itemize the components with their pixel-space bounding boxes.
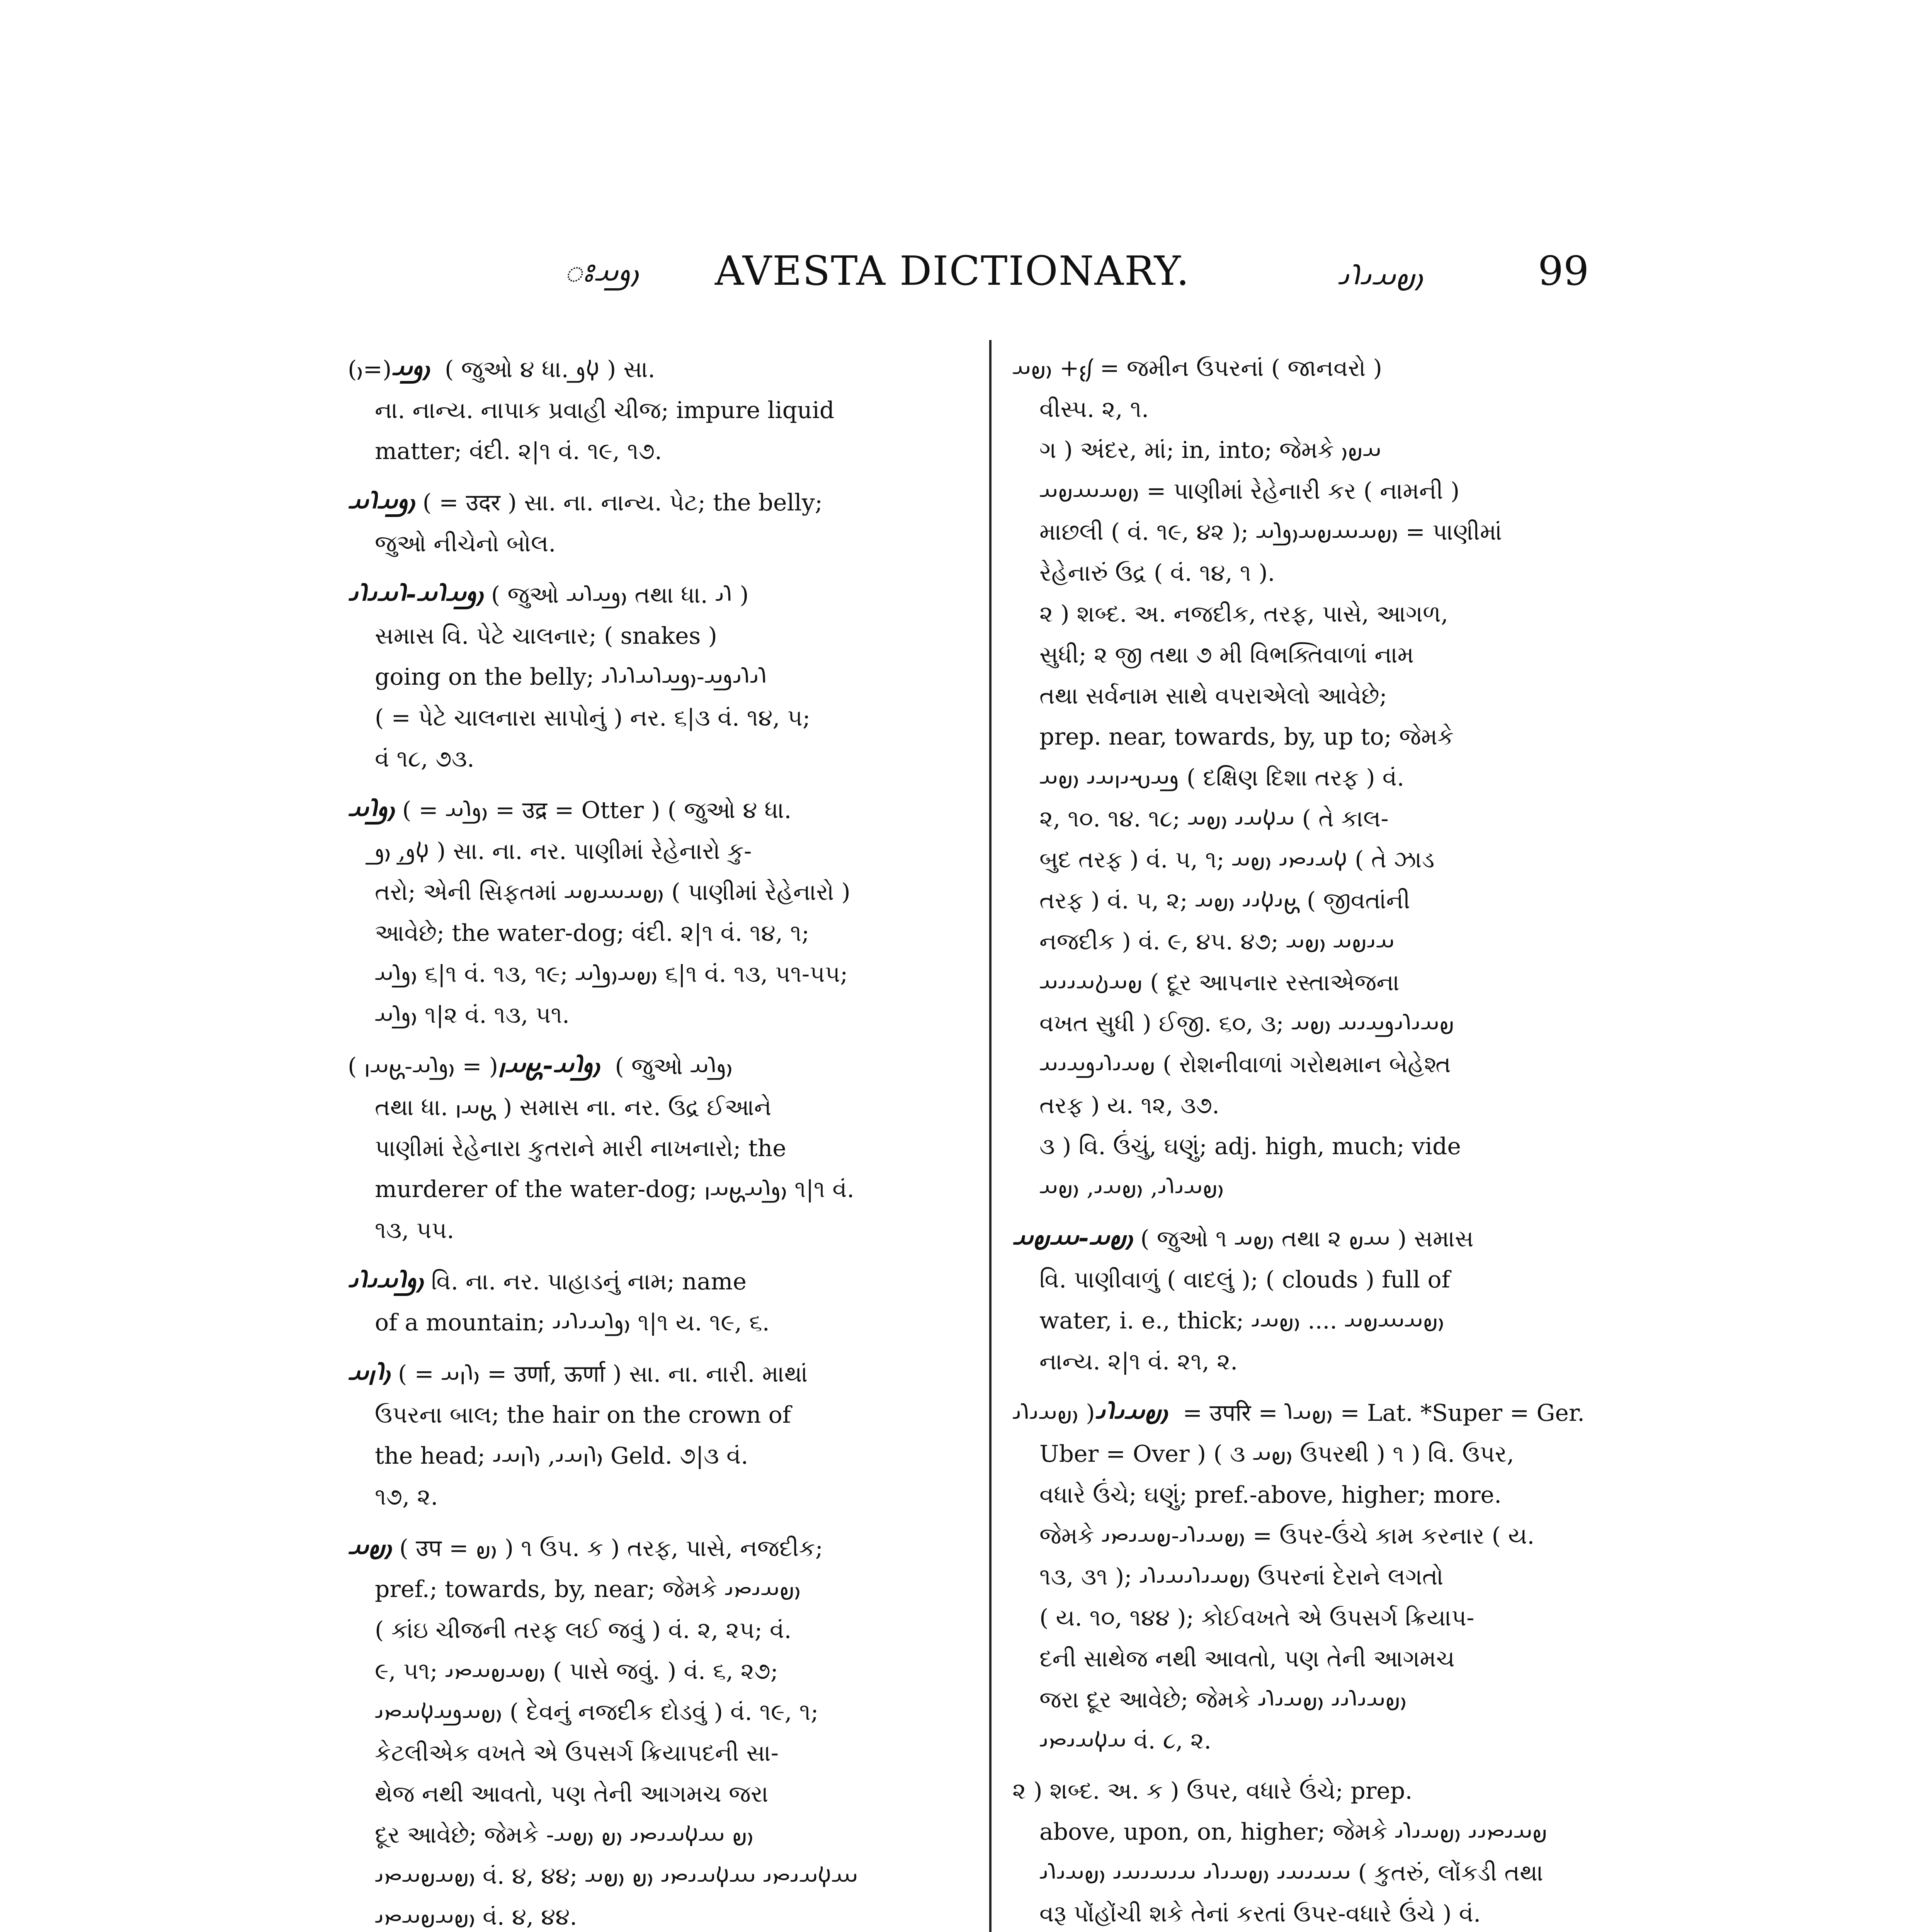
entry-line [1012,430,1615,471]
entry-line [348,1210,951,1251]
entry-headword: 𐬎𐬞𐬀𐬌𐬭𐬌 [1095,1397,1168,1427]
entry-line [348,1260,951,1302]
entry-text: રેહેનારું ઉદ્ર ( વં. ૧૪, ૧ ). [1039,560,1275,587]
entry-text: ( = પેટે ચાલનારા સાપોનું ) નર. ૬|૩ વં. ૧૪, ૫; [375,704,811,731]
dictionary-entry [1012,1217,1615,1382]
entry-text: સુધી; ૨ જી તથા ૭ મી વિભક્તિવાળાં નામ [1039,641,1414,668]
entry-line [348,1435,951,1476]
entry-text: તરફ ) વં. ૫, ૨; 𐬘𐬌𐬬𐬌𐬌 𐬎𐬞𐬀 ( જીવતાંની [1039,887,1410,914]
entry-text: ( કાંઇ ચીજની તરફ લઈ જવું ) વં. ૨, ૨૫; વં. [375,1617,792,1644]
entry-text: સમાસ વિ. પેટે ચાલનાર; ( snakes ) [375,622,717,650]
entry-text: જુઓ નીચેનો બોલ. [375,530,556,557]
entry-line [1012,634,1615,675]
entry-text: 𐬎𐬛𐬭𐬀 ૬|૧ વં. ૧૩, ૧૯; 𐬎𐬞𐬀𐬎𐬛𐬭𐬀 ૬|૧ વં. ૧૩, ૫૧-૫૫; [375,961,848,988]
entry-line [348,995,951,1036]
dictionary-entry [348,1352,951,1517]
dictionary-entry [348,348,951,472]
entry-line [1012,1597,1615,1638]
entry-line [348,1569,951,1610]
entry-headword: 𐬎𐬛𐬀𐬭𐬀-𐬭𐬀𐬌𐬭𐬌 [348,579,483,609]
entry-line [1012,1638,1615,1679]
entry-text: ના. નાન્ય. નાપાક પ્રવાહી ચીજ; impure liquid [375,397,835,424]
entry-text: 𐬛𐬀𐬱𐬌𐬥𐬀𐬌 𐬎𐬞𐬀 ( દક્ષિણ દિશા તરફ ) વં. [1039,764,1405,791]
entry-text: જરા દૂર આવેછે; જેમકે 𐬎𐬞𐬀𐬌𐬭𐬌𐬌 𐬎𐬞𐬀𐬌𐬭𐬌 [1039,1686,1407,1713]
entry-line [1012,1434,1615,1475]
dictionary-entry [1012,1770,1615,1932]
dictionary-entry [348,1045,951,1251]
entry-line [348,573,951,616]
entry-text: પાણીમાં રેહેનારા કુતરાને મારી નાખનારો; the [375,1135,786,1162]
entry-text: murderer of the water-dog; 𐬎𐬛𐬭𐬀𐬘𐬀𐬥 ૧|૧ વં. [375,1176,854,1203]
entry-text: 𐬎𐬞𐬀𐬁𐬞𐬀 = પાણીમાં રેહેનારી કર ( નામની ) [1039,478,1460,505]
entry-line [348,1815,951,1855]
dictionary-entry [1012,1391,1615,1761]
entry-line [1012,389,1615,430]
entry-text: ૯, ૫૧; 𐬎𐬞𐬀𐬞𐬀𐬙𐬌 ( પાસે જવું. ) વં. ૬, ૨૭; [375,1658,778,1685]
entry-line [1012,1167,1615,1208]
entry-line [348,1733,951,1774]
entry-line [348,1128,951,1169]
entry-headword: 𐬎𐬭𐬥𐬀 [348,1358,391,1388]
entry-text: ૩ ) વિ. ઉંચું, ઘણું; adj. high, much; vide [1039,1133,1461,1160]
entry-line [348,913,951,954]
dictionary-entry [348,481,951,564]
entry-line [1012,512,1615,553]
entry-text: 𐬰𐬆+ 𐬎𐬞𐬀 = જમીન ઉપરનાં ( જાનવરો ) [1012,355,1382,382]
entry-line [1012,1811,1615,1852]
entry-text: ગ ) અંદર, માં; in, into; જેમકે 𐬀𐬞𐬎 [1039,437,1381,464]
entry-line [348,656,951,697]
entry-text: ( ય. ૧૦, ૧૪૪ ); કોઈવખતે એ ઉપસર્ગ ક્રિયાપ- [1039,1604,1475,1631]
entry-text: ૧૩, ૫૫. [375,1217,454,1244]
entry-line [348,1087,951,1128]
entry-line [348,1527,951,1569]
dictionary-entry [348,1260,951,1343]
entry-headword: 𐬎𐬛𐬀𐬭𐬀 [348,486,415,517]
entry-line [348,390,951,431]
entry-text: going on the belly; 𐬭𐬌𐬭𐬌𐬛𐬀-𐬎𐬛𐬀𐬭𐬀𐬭𐬌𐬭𐬌 [375,663,767,690]
page-title: AVESTA DICTIONARY. [715,247,1190,294]
entry-line [1012,1475,1615,1515]
entry-headword: 𐬎𐬞𐬀 [348,1532,392,1562]
entry-line [1012,1852,1615,1893]
entry-text: matter; વંદી. ૨|૧ વં. ૧૯, ૧૭. [375,438,662,465]
entry-text: ૧૩, ૩૧ ); 𐬎𐬞𐬀𐬌𐬭𐬌𐬀𐬌𐬭𐬌 ઉપરનાં દેરાને લગતો [1039,1563,1444,1590]
entry-text: ૨, ૧૦. ૧૪. ૧૮; 𐬀𐬬𐬀𐬌 𐬎𐬞𐬀 ( તે કાલ- [1039,805,1389,832]
right-column [1012,348,1615,1932]
entry-text: વધારે ઉંચે; ઘણું; pref.-above, higher; more. [1039,1481,1502,1509]
entry-text: તરફ ) ય. ૧૨, ૩૭. [1039,1092,1219,1119]
entry-headword: 𐬎𐬛𐬀 [391,353,430,383]
entry-line [348,831,951,872]
entry-line [1012,1003,1615,1044]
entry-text: ( = 𐬎𐬛𐬭𐬀-𐬘𐬀𐬥 ) ( જુઓ 𐬎𐬛𐬭𐬀 [348,1053,733,1080]
entry-line [348,1352,951,1395]
entry-line [1012,1556,1615,1597]
entry-line [1012,798,1615,839]
entry-text: ( જુઓ 𐬎𐬛𐬀𐬭𐬀 તથા ધા. 𐬭𐬌 ) [491,582,749,609]
entry-text: વં ૧૮, ૭૩. [375,745,474,772]
entry-text: તરો; એની સિફતમાં 𐬎𐬞𐬀𐬁𐬞𐬀 ( પાણીમાં રેહેનારો ) [375,879,850,906]
entry-line [1012,594,1615,634]
entry-line [348,789,951,831]
entry-text: તથા સર્વનામ સાથે વપરાએલો આવેછે; [1039,682,1387,709]
entry-line [1012,1217,1615,1259]
entry-line [1012,1893,1615,1932]
entry-text: ૨ ) શબ્દ. અ. નજદીક, તરફ, પાસે, આગળ, [1039,600,1448,628]
entry-text: 𐬎𐬛𐬭𐬀 ૧|૨ વં. ૧૩, ૫૧. [375,1002,570,1029]
entry-line [348,481,951,523]
running-headword-right: 𐬎𐬞𐬀𐬌𐬭𐬌 [1337,260,1423,294]
entry-line [348,1896,951,1932]
entry-text: 𐬞𐬀𐬚𐬀𐬌𐬌𐬀 ( દૂર આપનાર રસ્તાએજના [1039,969,1400,996]
entry-line [1012,1300,1615,1341]
running-headword-left: ꢁ𐬎𐬛𐬀 [564,256,639,291]
entry-line [1012,962,1615,1003]
entry-headword: 𐬎𐬛𐬭𐬀 [348,794,395,824]
dictionary-entry [348,1527,951,1932]
entry-text: તથા ધા. 𐬘𐬀𐬥 ) સમાસ ના. નર. ઉદ્ર ઈઆને [375,1094,772,1121]
entry-line [1012,471,1615,512]
dictionary-entry [348,573,951,779]
entry-text: વીસ્પ. ૨, ૧. [1039,396,1149,423]
entry-text: of a mountain; 𐬎𐬛𐬭𐬀𐬌𐬭𐬌𐬌 ૧|૧ ય. ૧૯, ૬. [375,1309,770,1336]
entry-text: 𐬎𐬞𐬀𐬞𐬀𐬙𐬌 વં. ૪, ૪૪; 𐬁𐬬𐬀𐬌𐬙𐬌 𐬁𐬬𐬀𐬌𐬙𐬌 𐬎𐬞 𐬎𐬞𐬀 [375,1862,858,1889]
entry-text: આવેછે; the water-dog; વંદી. ૨|૧ વં. ૧૪, ૧; [375,920,810,947]
entry-line [1012,1720,1615,1761]
entry-line [348,1395,951,1435]
entry-line [348,1302,951,1343]
dictionary-entry [1012,348,1615,1208]
entry-text: pref.; towards, by, near; જેમકે 𐬎𐬞𐬀𐬌𐬙𐬌 [375,1576,801,1603]
entry-text: દૂર આવેછે; જેમકે -𐬎𐬞 𐬁𐬬𐬀𐬌𐬙𐬌 𐬎𐬞 𐬎𐬞𐬀 [375,1821,754,1849]
entry-line [1012,1341,1615,1382]
entry-line [348,1169,951,1210]
entry-text: 𐬀𐬀𐬌𐬀𐬌 𐬎𐬞𐬀𐬌𐬭𐬌 𐬀𐬌𐬀𐬌𐬀𐬌 𐬎𐬞𐬀𐬌𐬭𐬌 ( કુતરું, લોંકડી તથા [1039,1859,1543,1886]
entry-text: (=𐬎) ( જુઓ ૪ ધા. 𐬬𐬛 ) સા. [348,356,655,383]
entry-line [348,348,951,390]
entry-headword: 𐬎𐬞𐬀-𐬁𐬞𐬀 [1012,1223,1133,1253]
entry-line [1012,1679,1615,1720]
entry-text: બુદ તરફ ) વં. ૫, ૧; 𐬬𐬀𐬌𐬙𐬌 𐬎𐬞𐬀 ( તે ઝાડ [1039,846,1435,873]
entry-line [1012,675,1615,716]
entry-line [1012,1085,1615,1126]
entry-text: વરૂ પોંહોંચી શકે તેનાં કરતાં ઉપર-વધારે ઉંચે ) વં. [1039,1900,1481,1927]
entry-line [348,738,951,779]
entry-line [1012,553,1615,594]
entry-text: above, upon, on, higher; જેમકે 𐬞𐬀𐬌𐬙𐬌𐬌 𐬎𐬞𐬀𐬌𐬭𐬌 [1039,1818,1548,1845]
entry-line [1012,1770,1615,1811]
entry-text: ( જુઓ ૧ 𐬎𐬞𐬀 તથા ૨ 𐬁𐬞 ) સમાસ [1140,1225,1474,1252]
entry-line [348,1045,951,1087]
column-divider [989,340,992,1932]
entry-line [348,697,951,738]
entry-text: ( = 𐬎𐬛𐬭𐬀 = उद्र = Otter ) ( જુઓ ૪ ધા. [402,797,792,824]
entry-line [348,872,951,913]
entry-line [348,1855,951,1896]
entry-line [348,1476,951,1517]
entry-headword: 𐬎𐬛𐬭𐬀-𐬘𐬀𐬥 [498,1050,600,1080]
entry-text: દની સાથેજ નથી આવતો, પણ તેની આગમચ [1039,1645,1455,1672]
entry-line [348,1692,951,1733]
page-header [549,240,1623,301]
entry-text: ઉપરના બાલ; the hair on the crown of [375,1401,791,1429]
entry-line [1012,839,1615,880]
page-number: 99 [1538,247,1589,294]
entry-line [1012,348,1615,389]
entry-text: Uber = Over ) ( ૩ 𐬎𐬞𐬀 ઉપરથી ) ૧ ) વિ. ઉપર, [1039,1440,1514,1468]
entry-text: 𐬎𐬞𐬀𐬌𐬭𐬌, 𐬎𐬞𐬀𐬌, 𐬎𐬞𐬀 [1039,1174,1224,1201]
entry-line [348,1651,951,1692]
entry-text: 𐬀𐬬𐬀𐬌𐬙𐬌 વં. ૮, ૨. [1039,1727,1211,1754]
entry-text: ૨ ) શબ્દ. અ. ક ) ઉપર, વધારે ઉંચે; prep. [1012,1777,1413,1804]
left-column [348,348,951,1932]
entry-text: જેમકે 𐬎𐬞𐬀𐬌𐬭𐬌-𐬞𐬀𐬌𐬙𐬌 = ઉપર-ઉંચે કામ કરનાર ( ય. [1039,1522,1535,1549]
entry-line [348,1774,951,1815]
entry-text: વખત સુધી ) ઈજી. ૬૦, ૩; 𐬞𐬀𐬌𐬭𐬌𐬛𐬀𐬌𐬀 𐬎𐬞𐬀 [1039,1010,1454,1037]
entry-line [1012,1515,1615,1556]
entry-text: 𐬎𐬞𐬀𐬛𐬀𐬬𐬀𐬙𐬌 ( દેવનું નજદીક દોડવું ) વં. ૧૯, ૧; [375,1699,819,1726]
entry-text: વિ. પાણીવાળું ( વાદલું ); ( clouds ) full of [1039,1266,1450,1293]
entry-line [1012,1126,1615,1167]
entry-text: ( 𐬎𐬞𐬀𐬌𐬭𐬌 = उपरि = 𐬎𐬞𐬀𐬭 = Lat. *Super = Ger. [1012,1400,1585,1427]
entry-text: કેટલીએક વખતે એ ઉપસર્ગ ક્રિયાપદની સા- [375,1740,779,1767]
entry-text: prep. near, towards, by, up to; જેમકે [1039,723,1454,750]
entry-line [1012,1391,1615,1434]
entry-line [348,431,951,472]
entry-headword: 𐬎𐬛𐬭𐬀𐬌𐬭𐬌 [348,1265,423,1296]
entry-line [1012,716,1615,757]
entry-line [348,616,951,656]
entry-line [1012,1259,1615,1300]
entry-text: 𐬬𐬛, 𐬎𐬛 ) સા. ના. નર. પાણીમાં રેહેનારો કુ- [375,838,752,865]
entry-text: water, i. e., thick; 𐬎𐬞𐬀𐬁𐬞𐬀 .... 𐬎𐬞𐬀𐬌 [1039,1307,1444,1334]
entry-line [1012,880,1615,921]
entry-text: ( = उदर ) સા. ના. નાન્ય. પેટ; the belly; [422,489,823,516]
entry-text: 𐬎𐬞𐬀𐬞𐬀𐬙𐬌 વં. ૪, ૪૪. [375,1903,577,1930]
dictionary-entry [348,789,951,1036]
entry-text: વિ. ના. નર. પાહાડનું નામ; name [431,1268,747,1295]
entry-line [1012,921,1615,962]
entry-text: નાન્ય. ૨|૧ વં. ૨૧, ૨. [1039,1348,1238,1375]
entry-text: થેજ નથી આવતો, પણ તેની આગમચ જરા [375,1781,769,1808]
entry-text: the head; 𐬎𐬭𐬥𐬀𐬌, 𐬎𐬭𐬥𐬀𐬌 Geld. ૭|૩ વં. [375,1442,748,1469]
entry-line [348,954,951,995]
entry-text: ( = 𐬎𐬭𐬥𐬀 = उर्णा, ऊर्णा ) સા. ના. નારી. માથાં [398,1361,808,1388]
entry-text: નજદીક ) વં. ૯, ૪૫. ૪૭; 𐬀𐬌𐬞𐬀 𐬎𐬞𐬀 [1039,928,1395,955]
entry-text: ૧૭, ૨. [375,1483,438,1510]
entry-line [348,523,951,564]
entry-text: ( उप = 𐬎𐬞 ) ૧ ઉપ. ક ) તરફ, પાસે, નજદીક; [399,1535,823,1562]
entry-line [1012,757,1615,798]
entry-line [348,1610,951,1651]
entry-text: માછલી ( વં. ૧૯, ૪૨ ); 𐬎𐬞𐬀𐬁𐬞𐬀𐬎𐬛𐬭𐬀 = પાણીમાં [1039,519,1502,546]
entry-line [1012,1044,1615,1085]
entry-text: 𐬞𐬀𐬌𐬭𐬌𐬛𐬀𐬌𐬀 ( રોશનીવાળાં ગરોથમાન બેહેશ્ત [1039,1051,1451,1078]
